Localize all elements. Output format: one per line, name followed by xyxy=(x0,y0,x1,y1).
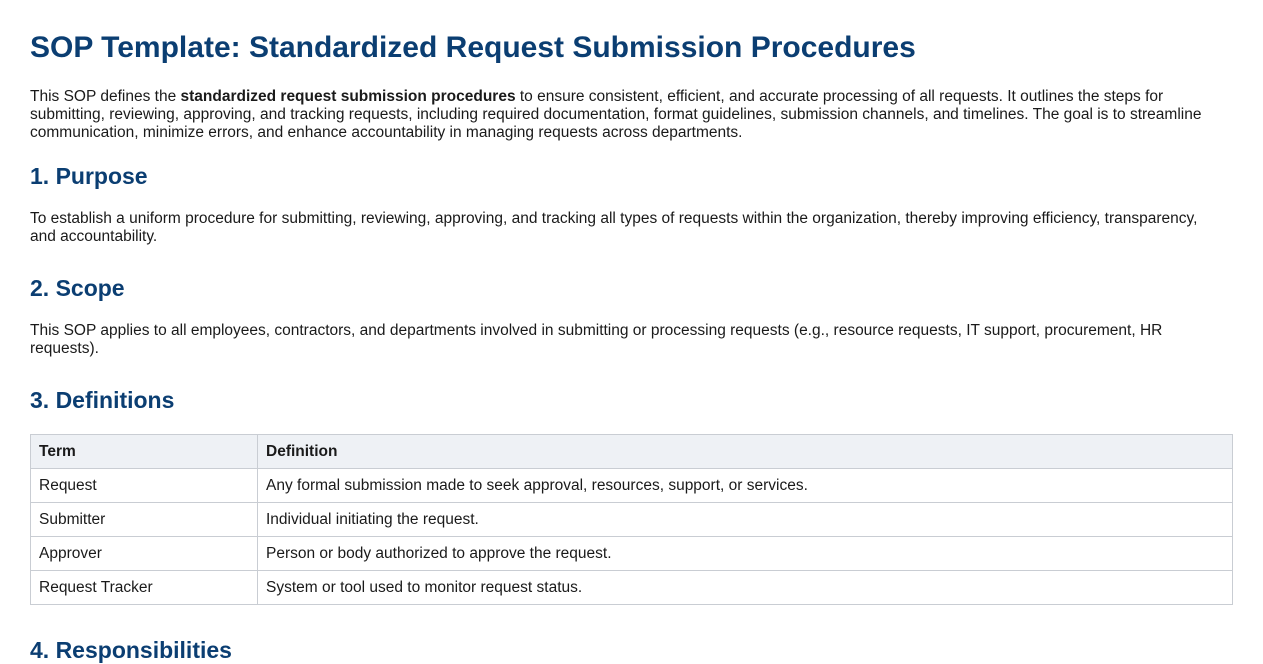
intro-paragraph xyxy=(30,88,1225,142)
term-cell: Approver xyxy=(31,537,258,571)
intro-text-before: This SOP defines the xyxy=(30,88,181,105)
purpose-paragraph: To establish a uniform procedure for submitting, reviewing, approving, and tracking all types of requests within the organization, thereby improving efficiency, transparency, and accountability. xyxy=(30,210,1198,245)
intro-text-after: to ensure consistent, efficient, and accurate processing of all requests. It outlines the steps for submitting, reviewing, approving, and tracking requests, including required documentation, format guidelines, submission channels, and timelines. The goal is to streamline communication, minimize errors, and enhance accountability in managing requests across departments. xyxy=(30,88,1202,141)
column-header-term: Term xyxy=(31,435,258,469)
column-header-definition: Definition xyxy=(258,435,1233,469)
table-row xyxy=(31,537,1233,571)
table-header-row xyxy=(31,435,1233,469)
definition-cell: Any formal submission made to seek approval, resources, support, or services. xyxy=(258,469,1233,503)
section-heading-purpose: 1. Purpose xyxy=(30,163,148,189)
term-cell: Request xyxy=(31,469,258,503)
section-heading-scope: 2. Scope xyxy=(30,275,125,301)
term-cell: Submitter xyxy=(31,503,258,537)
table-row xyxy=(31,469,1233,503)
section-heading-responsibilities: 4. Responsibilities xyxy=(30,637,232,663)
table-row xyxy=(31,503,1233,537)
definitions-table xyxy=(30,434,1233,605)
table-row xyxy=(31,571,1233,605)
section-heading-definitions: 3. Definitions xyxy=(30,387,175,413)
scope-paragraph: This SOP applies to all employees, contractors, and departments involved in submitting or processing requests (e.g., resource requests, IT support, procurement, HR requests). xyxy=(30,322,1163,357)
page-title: SOP Template: Standardized Request Submission Procedures xyxy=(30,31,916,64)
definition-cell: Person or body authorized to approve the request. xyxy=(258,537,1233,571)
definition-cell: Individual initiating the request. xyxy=(258,503,1233,537)
term-cell: Request Tracker xyxy=(31,571,258,605)
intro-text-bold: standardized request submission procedures xyxy=(180,88,516,105)
definition-cell: System or tool used to monitor request status. xyxy=(258,571,1233,605)
